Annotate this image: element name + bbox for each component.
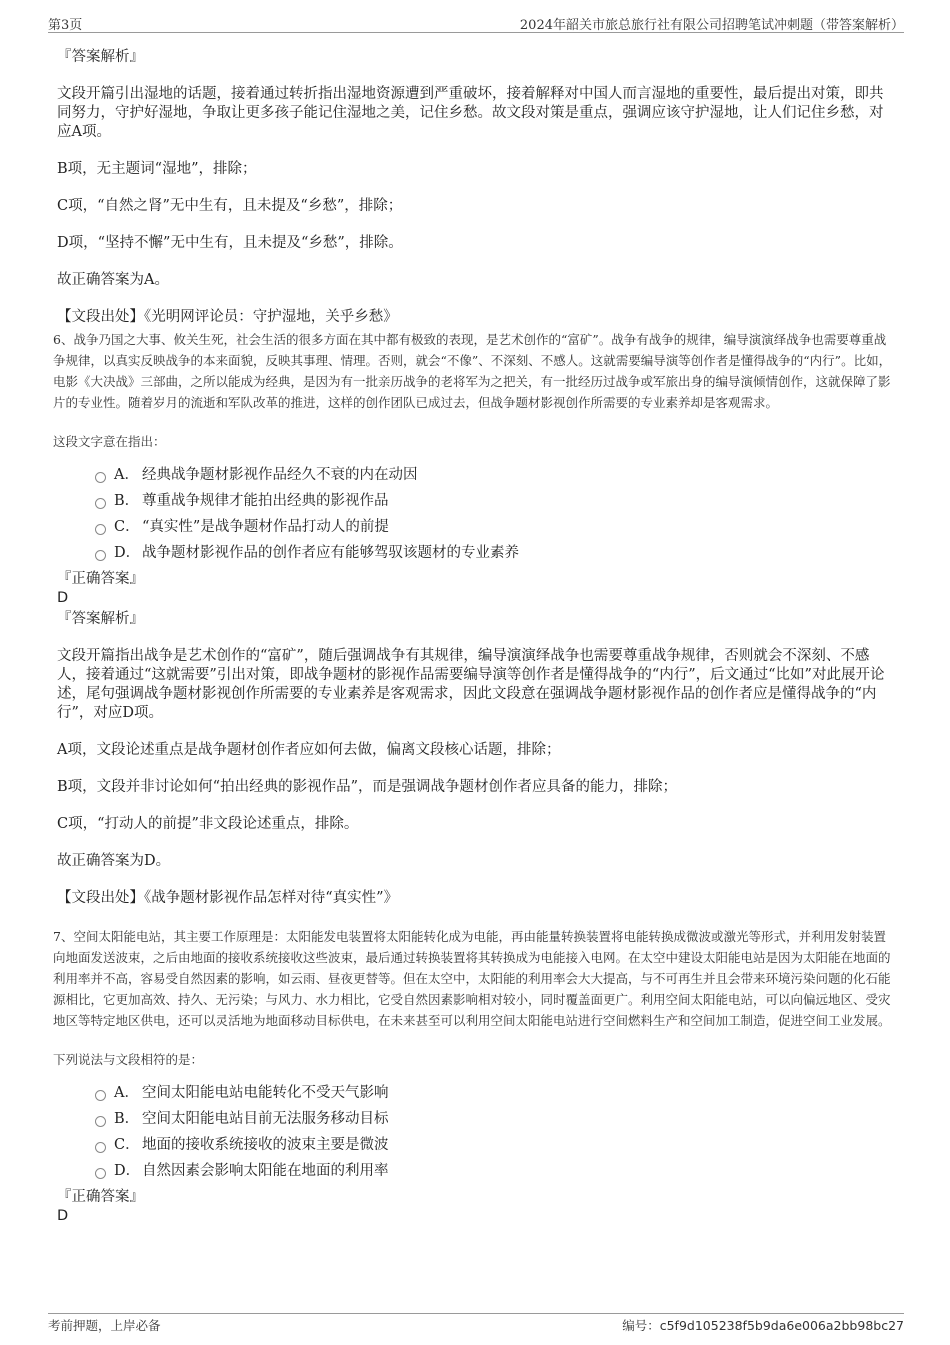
option-text: 尊重战争规律才能拍出经典的影视作品 bbox=[142, 493, 389, 509]
q6-note-b: B项，文段并非讨论如何“拍出经典的影视作品”，而是强调战争题材创作者应具备的能力，排除； bbox=[57, 779, 677, 795]
q6-conclusion: 故正确答案为D。 bbox=[57, 853, 171, 869]
q7-option-a[interactable] bbox=[95, 1080, 897, 1106]
q6-analysis-label: 『答案解析』 bbox=[57, 611, 144, 627]
code-label: 编号： bbox=[622, 1318, 660, 1333]
q7-options bbox=[95, 1080, 897, 1184]
page-number: 第3页 bbox=[48, 18, 83, 33]
q7-option-c[interactable] bbox=[95, 1132, 897, 1158]
q7-answer-label: 『正确答案』 bbox=[57, 1189, 144, 1205]
option-text: 自然因素会影响太阳能在地面的利用率 bbox=[142, 1163, 389, 1179]
q6-option-d[interactable] bbox=[95, 540, 897, 566]
q6-answer: D bbox=[57, 590, 69, 606]
q7-stem: 7、空间太阳能电站，其主要工作原理是：太阳能发电装置将太阳能转化成为电能，再由能量转换装置将电能转换成微波或激光等形式，并利用发射装置向地面发送波束，之后由地面的接收系统接收这些波束，最后通过转换装置将其转换成为电能接入电网。在太空中建设太阳能电站是因为太阳能在地面的利用率并不高，容易受自然因素的影响，如云雨、昼夜更替等。但在太空中，太阳能的利用率会大大提高，与不可再生并且会带来环境污染问题的化石能源相比，它更加高效、持久、无污染；与风力、水力相比，它受自然因素影响相对较小，同时覆盖面更广。利用空间太阳能电站，可以向偏远地区、受灾地区等特定地区供电，还可以灵活地为地面移动目标供电，在未来甚至可以利用空间太阳能电站进行空间燃料生产和空间加工制造，促进空间工业发展。 bbox=[53, 929, 891, 1028]
q6-note-a: A项，文段论述重点是战争题材创作者应如何去做，偏离文段核心话题，排除； bbox=[57, 742, 561, 758]
option-text: 地面的接收系统接收的波束主要是微波 bbox=[142, 1137, 389, 1153]
option-letter: A． bbox=[114, 467, 139, 483]
option-letter: C． bbox=[114, 1137, 140, 1153]
page-header bbox=[48, 14, 904, 33]
radio-icon[interactable] bbox=[95, 1168, 106, 1179]
q7-prompt: 下列说法与文段相符的是： bbox=[53, 1052, 204, 1067]
option-letter: B． bbox=[114, 1111, 140, 1127]
code-value: c5f9d105238f5b9da6e006a2bb98bc27 bbox=[659, 1318, 904, 1333]
option-letter: C． bbox=[114, 519, 140, 535]
q5-conclusion: 故正确答案为A。 bbox=[57, 272, 169, 288]
q6-options bbox=[95, 462, 897, 566]
q5-note-b: B项，无主题词“湿地”，排除； bbox=[57, 161, 257, 177]
page-footer bbox=[48, 1313, 904, 1334]
q5-note-c: C项，“自然之肾”无中生有，且未提及“乡愁”，排除； bbox=[57, 198, 403, 214]
radio-icon[interactable] bbox=[95, 1116, 106, 1127]
radio-icon[interactable] bbox=[95, 1142, 106, 1153]
option-letter: D． bbox=[114, 545, 141, 561]
option-letter: A． bbox=[114, 1085, 139, 1101]
radio-icon[interactable] bbox=[95, 524, 106, 535]
q6-note-c: C项，“打动人的前提”非文段论述重点，排除。 bbox=[57, 816, 359, 832]
radio-icon[interactable] bbox=[95, 472, 106, 483]
q7-option-d[interactable] bbox=[95, 1158, 897, 1184]
q6-prompt: 这段文字意在指出： bbox=[53, 434, 166, 449]
q6-option-c[interactable] bbox=[95, 514, 897, 540]
q5-analysis-label: 『答案解析』 bbox=[57, 49, 144, 65]
q7-option-b[interactable] bbox=[95, 1106, 897, 1132]
page-content bbox=[53, 48, 897, 1226]
option-text: “真实性”是战争题材作品打动人的前提 bbox=[142, 519, 389, 535]
option-text: 战争题材影视作品的创作者应有能够驾驭该题材的专业素养 bbox=[142, 545, 519, 561]
q6-option-a[interactable] bbox=[95, 462, 897, 488]
option-letter: D． bbox=[114, 1163, 141, 1179]
q6-answer-label: 『正确答案』 bbox=[57, 571, 144, 587]
option-text: 空间太阳能电站目前无法服务移动目标 bbox=[142, 1111, 389, 1127]
q6-stem: 6、战争乃国之大事、攸关生死，社会生活的很多方面在其中都有极致的表现，是艺术创作的“富矿”。战争有战争的规律，编导演演绎战争也需要尊重战争规律，以真实反映战争的本来面貌，反映其事理、情理。否则，就会“不像”、不深刻、不感人。这就需要编导演等创作者是懂得战争的“内行”。比如，电影《大决战》三部曲，之所以能成为经典，是因为有一批亲历战争的老将军为之把关，有一批经历过战争或军旅出身的编导演倾情创作，这就保障了影片的专业性。随着岁月的流逝和军队改革的推进，这样的创作团队已成过去，但战争题材影视创作所需要的专业素养却是客观需求。 bbox=[53, 332, 892, 410]
q6-option-b[interactable] bbox=[95, 488, 897, 514]
radio-icon[interactable] bbox=[95, 550, 106, 561]
q5-analysis-paragraph: 文段开篇引出湿地的话题，接着通过转折指出湿地资源遭到严重破坏，接着解释对中国人而言湿地的重要性，最后提出对策，即共同努力，守护好湿地，争取让更多孩子能记住湿地之美，记住乡愁。故文段对策是重点，强调应该守护湿地，让人们记住乡愁，对应A项。 bbox=[57, 86, 884, 140]
document-code bbox=[622, 1316, 904, 1334]
q5-source: 【文段出处】《光明网评论员：守护湿地，关乎乡愁》 bbox=[57, 309, 398, 325]
footer-slogan: 考前押题，上岸必备 bbox=[48, 1318, 161, 1333]
radio-icon[interactable] bbox=[95, 1090, 106, 1101]
q6-source: 【文段出处】《战争题材影视作品怎样对待“真实性”》 bbox=[57, 890, 399, 906]
q5-note-d: D项，“坚持不懈”无中生有，且未提及“乡愁”，排除。 bbox=[57, 235, 403, 251]
option-letter: B． bbox=[114, 493, 140, 509]
q7-answer: D bbox=[57, 1208, 69, 1224]
document-title: 2024年韶关市旅总旅行社有限公司招聘笔试冲刺题（带答案解析） bbox=[519, 18, 904, 33]
option-text: 经典战争题材影视作品经久不衰的内在动因 bbox=[142, 467, 418, 483]
q6-analysis-paragraph: 文段开篇指出战争是艺术创作的“富矿”，随后强调战争有其规律，编导演演绎战争也需要尊重战争规律，否则就会不深刻、不感人，接着通过“这就需要”引出对策，即战争题材的影视作品需要编导演等创作者是懂得战争的“内行”，后文通过“比如”对此展开论述，尾句强调战争题材影视创作所需要的专业素养是客观需求，因此文段意在强调战争题材影视作品的创作者应是懂得战争的“内行”，对应D项。 bbox=[57, 648, 885, 721]
radio-icon[interactable] bbox=[95, 498, 106, 509]
option-text: 空间太阳能电站电能转化不受天气影响 bbox=[142, 1085, 389, 1101]
